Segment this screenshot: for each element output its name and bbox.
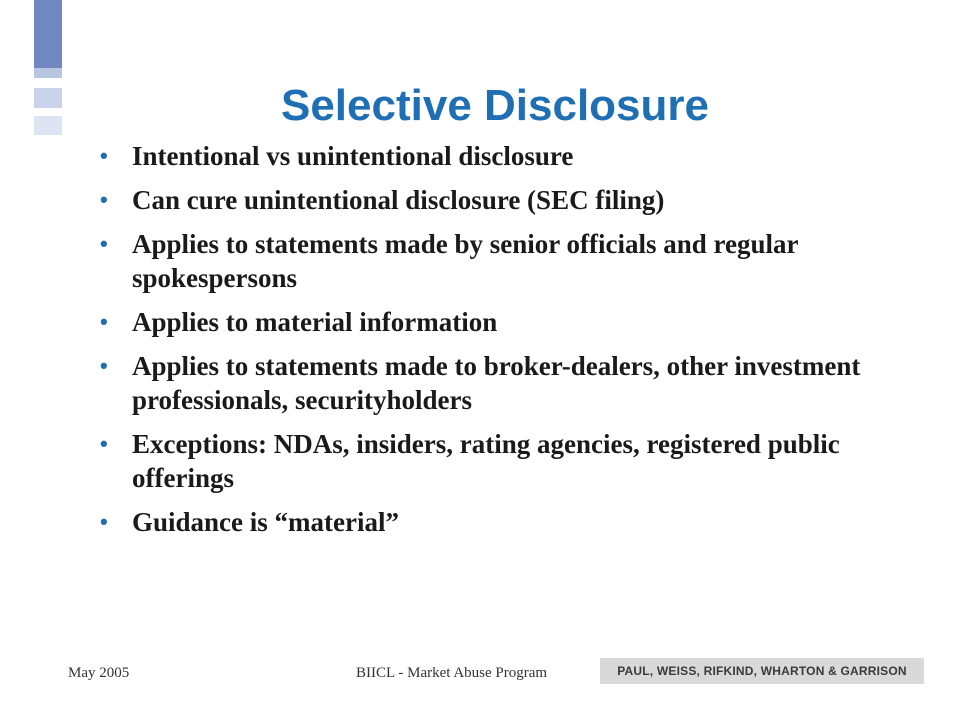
bullet-item (100, 227, 900, 295)
bullet-icon: • (100, 143, 108, 168)
bullet-icon: • (100, 509, 108, 534)
bullet-item (100, 349, 900, 417)
bullet-icon: • (100, 187, 108, 212)
bullet-item (100, 139, 900, 173)
bullet-item (100, 505, 900, 539)
bullet-text: Guidance is “material” (132, 507, 399, 537)
bullet-icon: • (100, 353, 108, 378)
bullet-text: Intentional vs unintentional disclosure (132, 141, 574, 171)
bullet-icon: • (100, 309, 108, 334)
bullet-text: Applies to statements made to broker-dealers, other investment professionals, securityholders (132, 351, 861, 415)
bar-segment (34, 0, 62, 68)
bullet-text: Can cure unintentional disclosure (SEC filing) (132, 185, 665, 215)
footer-program-name: BIICL - Market Abuse Program (356, 665, 548, 681)
bullet-item (100, 183, 900, 217)
bullet-icon: • (100, 231, 108, 256)
bullet-text: Applies to material information (132, 307, 498, 337)
bullet-item (100, 305, 900, 339)
bar-segment (34, 68, 62, 78)
bullet-list (100, 139, 900, 549)
footer-date: May 2005 (68, 665, 130, 681)
firm-logo-band: PAUL, WEISS, RIFKIND, WHARTON & GARRISON (600, 658, 924, 684)
slide-title: Selective Disclosure (280, 81, 709, 130)
bullet-text: Exceptions: NDAs, insiders, rating agencies, registered public offerings (132, 429, 840, 493)
bullet-item (100, 427, 900, 495)
bullet-icon: • (100, 431, 108, 456)
bullet-text: Applies to statements made by senior officials and regular spokespersons (132, 229, 798, 293)
